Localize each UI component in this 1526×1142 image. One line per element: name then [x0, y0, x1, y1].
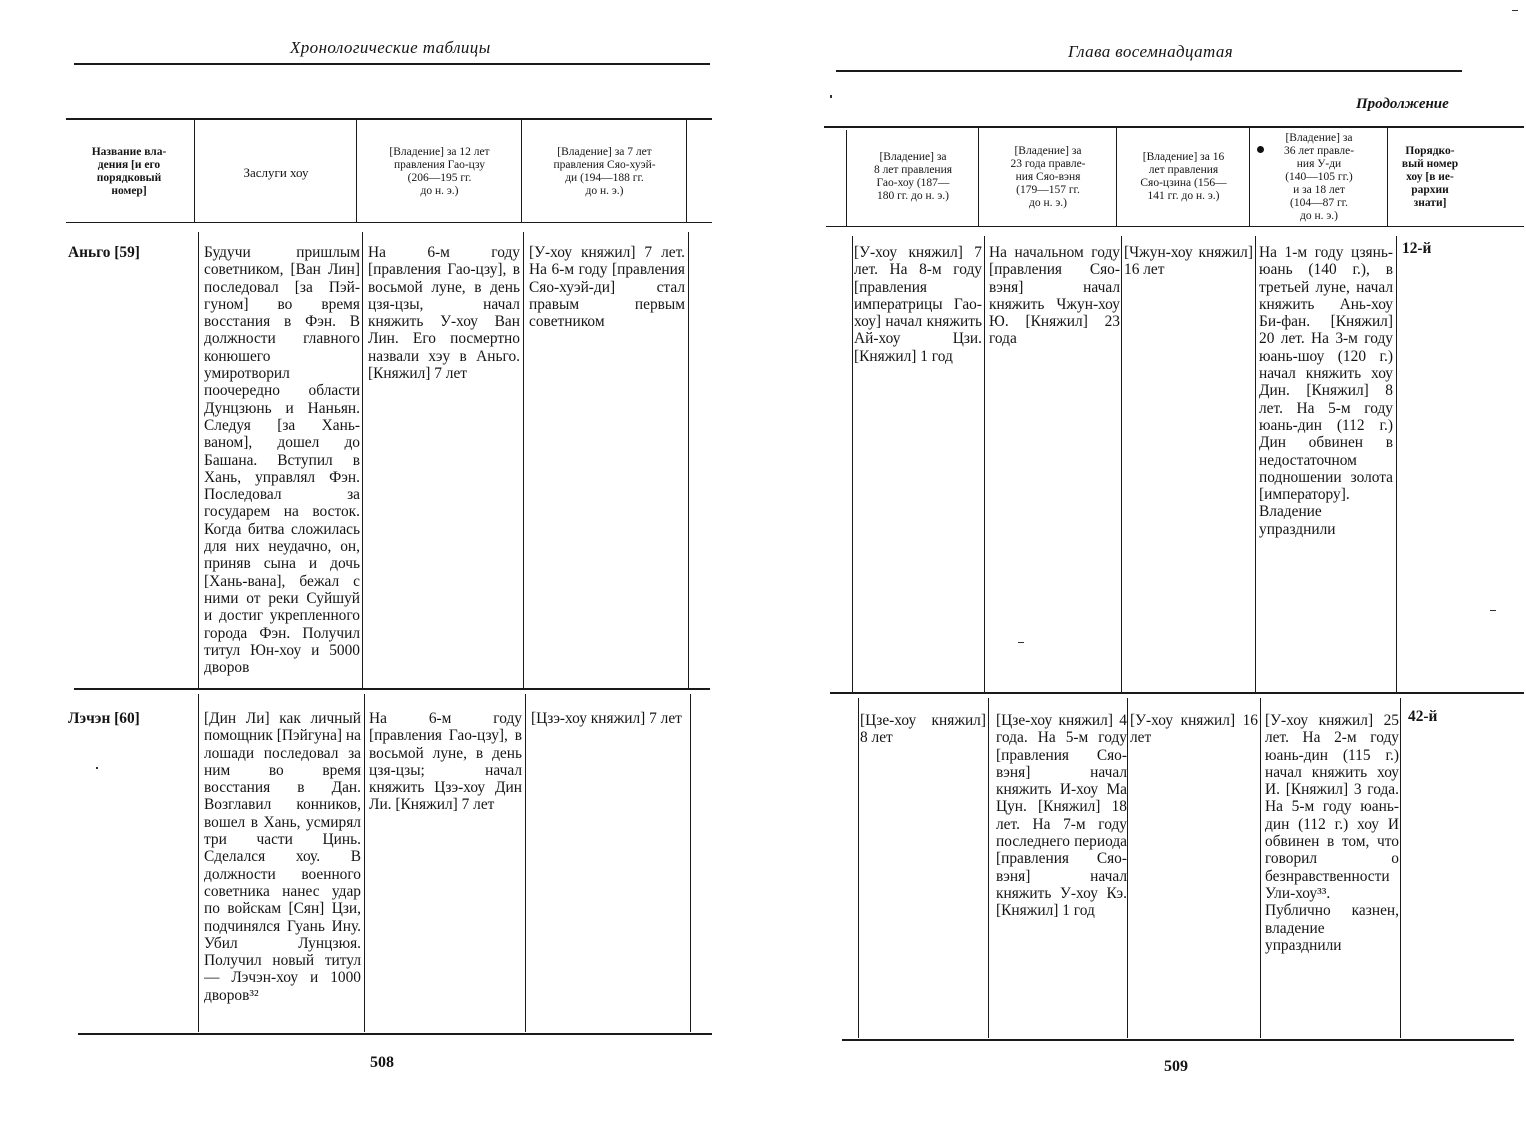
- xiaowen-cell: [Цзе-хоу княжил] 4 года. На 5-м году [правления Сяо-вэня] начал княжить И-хоу Ма Цун. [Княжил] 18 лет. На 7-м году последнего периода [правления Сяо-вэня] начал княжить У-хоу Кэ. [Княжил] 1 год: [996, 712, 1127, 920]
- column-line: [688, 232, 689, 688]
- column-line: [1387, 126, 1388, 226]
- print-speck: [1490, 610, 1496, 611]
- header-xiaowen: [Владение] за 23 года правле- ния Сяо-вэня (179—157 гг. до н. э.): [1010, 144, 1086, 209]
- gaozu-cell: На 6-м году [правления Гао-цзу], в восьмой луне, в день цзя-цзы; начал княжить Цзэ-хоу Дин Ли. [Княжил] 7 лет: [369, 710, 522, 814]
- header-xiaojing: [Владение] за 16 лет правления Сяо-цзина (156— 141 гг. до н. э.): [1140, 151, 1227, 202]
- xiaohui-cell: [Цзэ-хоу княжил] 7 лет: [531, 710, 682, 727]
- wudi-cell: На 1-м году цзянь-юань (140 г.), в третьей луне, начал княжить Ань-хоу Би-фан. [Княжил] 20 лет. На 3-м году юань-шоу (120 г.) начал княжить хоу Дин. [Княжил] 8 лет. На 5-м году юань-дин (112 г.) Дин обвинен в недостаточном подношении золота [императору]. Владение упразднили: [1259, 244, 1393, 538]
- table-bottom-rule: [78, 1033, 712, 1035]
- gaohou-cell: [Цзе-хоу княжил] 8 лет: [860, 712, 986, 747]
- merits-cell: [Дин Ли] как личный помощник [Пэйгуна] на лошади последовал за ним во время восстания в Дан. Возглавил конников, вошел в Хань, усмирял три части Цинь. Сделался хоу. В должности военного советника нанес удар по войскам [Сян] Цзи, подчинялся Гуань Ину. Убил Лунцзюя. Получил новый титул — Лэчэн-хоу и 1000 дворов³²: [204, 710, 361, 1004]
- column-line: [846, 130, 847, 226]
- header-wudi: [Владение] за 36 лет правле- ния У-ди (140—105 гг.) и за 18 лет (104—87 гг. до н. э.): [1283, 131, 1355, 222]
- right-page: [760, 0, 1526, 1142]
- page-number: 508: [370, 1054, 394, 1071]
- column-line: [364, 694, 365, 1032]
- print-speck: [830, 95, 832, 98]
- head-rule: [836, 70, 1462, 72]
- header-bottom-rule: [66, 222, 712, 223]
- header-gaohou: [Владение] за 8 лет правления Гао-хоу (187— 180 гг. до н. э.): [873, 151, 953, 202]
- column-line: [525, 694, 526, 1032]
- column-line: [356, 120, 357, 222]
- header-xiaohui: [Владение] за 7 лет правления Сяо-хуэй- ди (194—188 гг. до н. э.): [553, 146, 656, 197]
- row-divider: [830, 692, 1524, 694]
- column-line: [690, 694, 691, 1032]
- column-line: [686, 120, 687, 222]
- header-domain: Название вла- дения [и его порядковый номер]: [91, 146, 167, 197]
- row-divider: [74, 688, 710, 690]
- xiaohui-cell: [У-хоу княжил] 7 лет. На 6-м году [правления Сяо-хуэй-ди] стал правым первым советником: [529, 244, 685, 331]
- table-top-rule: [824, 126, 1524, 128]
- column-line: [984, 236, 985, 692]
- header-bottom-rule: [826, 226, 1524, 227]
- column-line: [858, 698, 859, 1038]
- rank-cell: 12-й: [1402, 240, 1432, 257]
- xiaojing-cell: [У-хоу княжил] 16 лет: [1130, 712, 1258, 747]
- column-line: [1400, 698, 1401, 1038]
- column-line: [198, 694, 199, 1032]
- column-line: [1127, 698, 1128, 1038]
- gaohou-cell: [У-хоу княжил] 7 лет. На 8-м году [правления императрицы Гао-хоу] начал княжить Ай-хоу Цзи. [Княжил] 1 год: [854, 244, 982, 365]
- column-line: [523, 232, 524, 688]
- column-line: [198, 232, 199, 688]
- merits-cell: Будучи пришлым советником, [Ван Лин] последовал [за Пэй-гуном] во время восстания в Фэн. В должности главного конюшего умиротворил поочередно области Дунцзюнь и Наньян. Следуя [за Хань-ваном], дошел до Башана. Вступил в Хань, управлял Фэн. Последовал за государем на восток. Когда битва сложилась для них неудачно, он, приняв сына и дочь [Хань-вана], бежал с ними от реки Суйшуй и достиг укрепленного города Фэн. Получил титул Юн-хоу и 5000 дворов: [204, 244, 360, 677]
- xiaowen-cell: На начальном году [правления Сяо-вэня] начал княжить Чжун-хоу Ю. [Княжил] 23 года: [989, 244, 1120, 348]
- left-page: [0, 0, 760, 1142]
- continued-label: Продолжение: [1356, 96, 1449, 112]
- head-rule: [74, 63, 710, 65]
- domain-name: Аньго [59]: [68, 244, 140, 261]
- column-line: [1116, 126, 1117, 226]
- wudi-cell: [У-хоу княжил] 25 лет. На 2-м году юань-дин (115 г.) начал княжить хоу И. [Княжил] 3 года. На 5-м году юань-дин (112 г.) хоу И обвинен в том, что говорил о безнравственности Ули-хоу³³. Публично казнен, владение упразднили: [1265, 712, 1399, 954]
- column-line: [362, 232, 363, 688]
- column-line: [1255, 236, 1256, 692]
- running-head: Хронологические таблицы: [290, 38, 491, 57]
- column-line: [1396, 236, 1397, 692]
- column-line: [194, 120, 195, 222]
- header-rank: Порядко- вый номер хоу [в ие- рархии знати]: [1401, 144, 1459, 209]
- header-merits: Заслуги хоу: [243, 164, 309, 180]
- header-gaozu: [Владение] за 12 лет правления Гао-цзу (206—195 гг. до н. э.): [389, 146, 490, 197]
- domain-name: Лэчэн [60]: [68, 710, 140, 727]
- table-bottom-rule: [842, 1039, 1514, 1041]
- print-speck: [96, 767, 98, 769]
- column-line: [988, 698, 989, 1038]
- print-speck: [1512, 10, 1518, 11]
- column-line: [1260, 698, 1261, 1038]
- print-speck: [1018, 642, 1024, 643]
- column-line: [1121, 236, 1122, 692]
- table-top-rule: [66, 118, 712, 120]
- column-line: [521, 120, 522, 222]
- column-line: [1249, 126, 1250, 226]
- gaozu-cell: На 6-м году [правления Гао-цзу], в восьмой луне, в день цзя-цзы, начал княжить У-хоу Ван Лин. Его посмертно назвали хэу в Аньго. [Княжил] 7 лет: [368, 244, 520, 383]
- rank-cell: 42-й: [1408, 708, 1438, 725]
- column-line: [978, 126, 979, 226]
- bullet-mark: [1257, 146, 1264, 153]
- xiaojing-cell: [Чжун-хоу княжил] 16 лет: [1124, 244, 1253, 279]
- column-line: [852, 236, 853, 692]
- page-number: 509: [1164, 1058, 1188, 1075]
- running-head: Глава восемнадцатая: [1068, 42, 1234, 61]
